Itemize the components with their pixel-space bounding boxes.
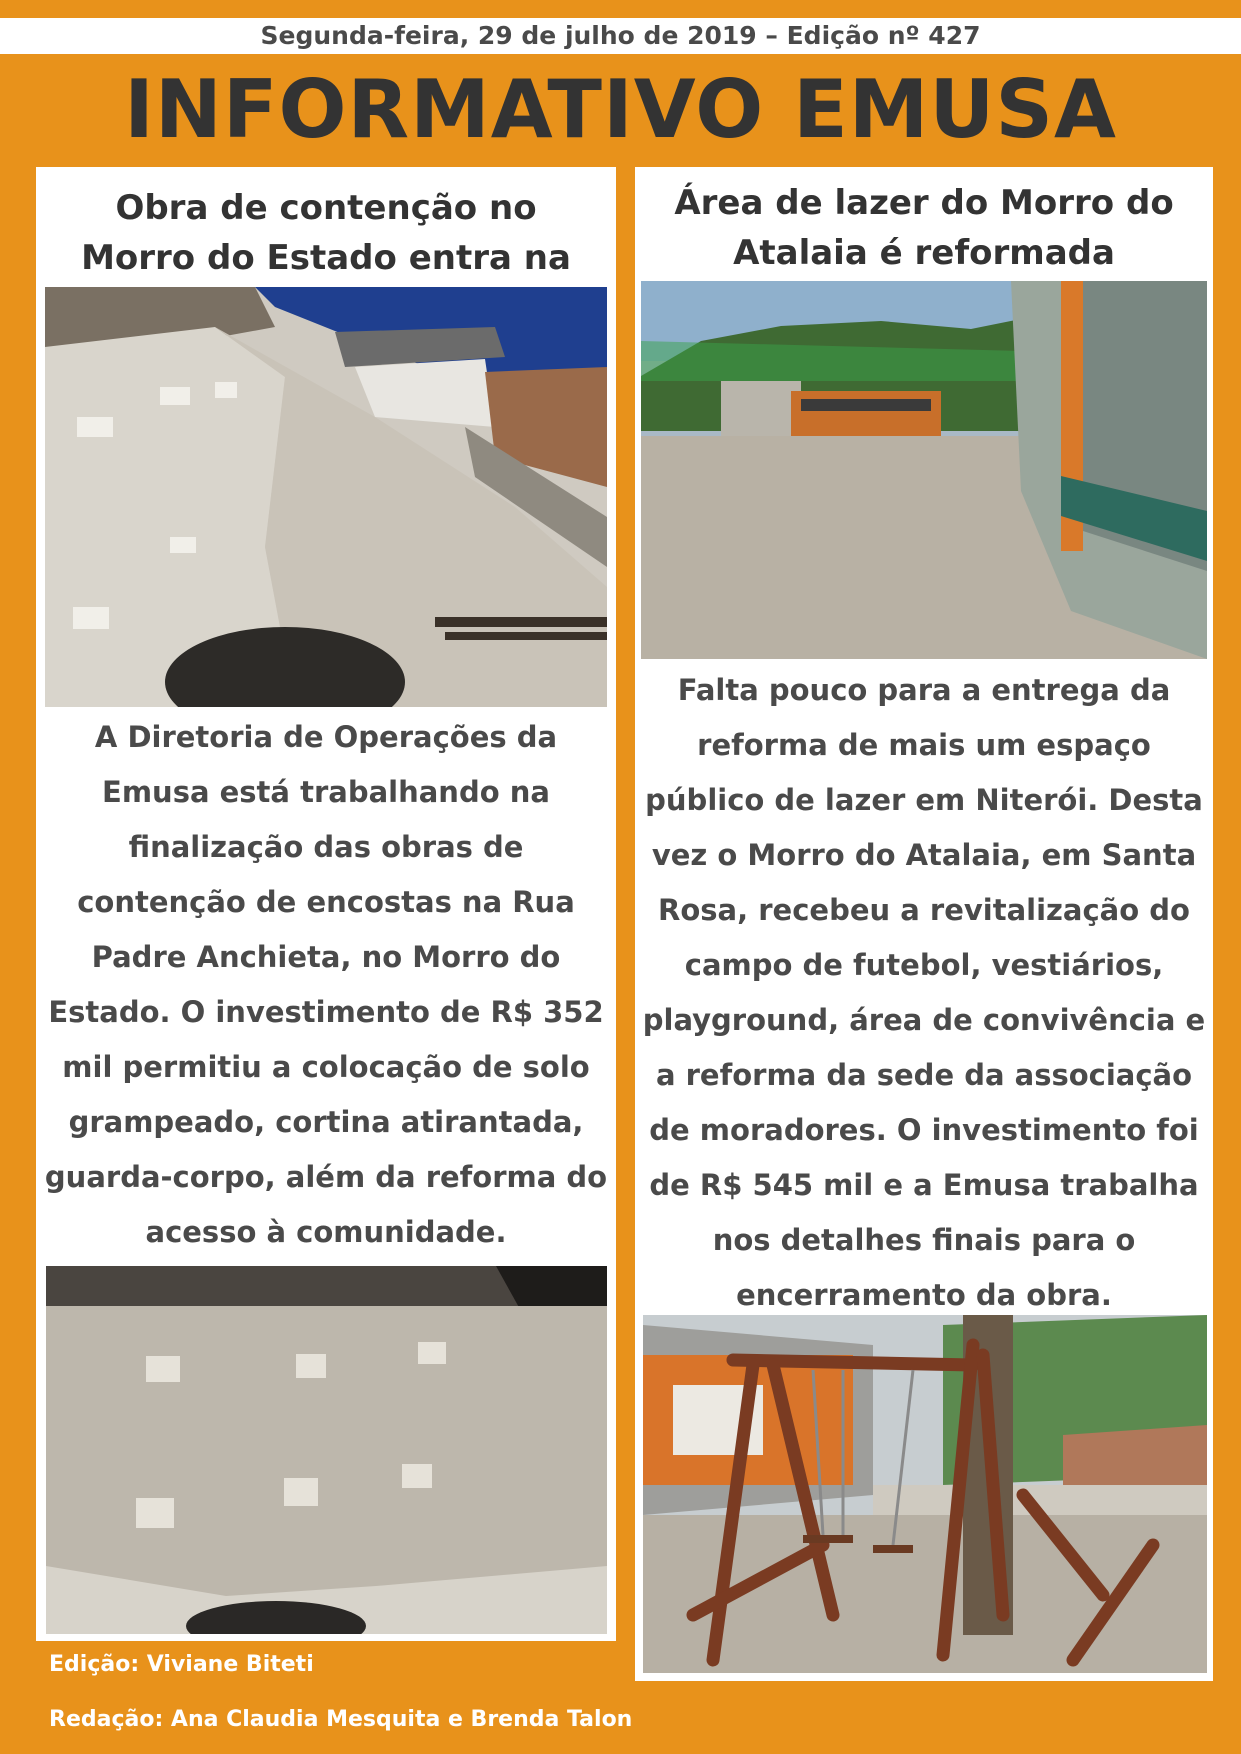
playground-photo	[643, 1315, 1207, 1673]
article-right-body: Falta pouco para a entrega da reforma de mais um espaço público de lazer em Niterói. Desta vez o Morro do Atalaia, em Santa Rosa, recebeu a revitalização do campo de futebol, vestiários, playground, área de convivência e a reforma da sede da associação de moradores. O investimento foi de R$ 545 mil e a Emusa trabalha nos detalhes finais para o encerramento da obra.	[642, 673, 1206, 1312]
retaining-wall-photo	[45, 287, 607, 707]
dateline: Segunda-feira, 29 de julho de 2019 – Edição nº 427	[0, 18, 1241, 54]
article-left-body: A Diretoria de Operações da Emusa está trabalhando na finalização das obras de contenção de encostas na Rua Padre Anchieta, no Morro do Estado. O investimento de R$ 352 mil permitiu a colocação de solo grampeado, cortina atirantada, guarda-corpo, além da reforma do acesso à comunidade.	[44, 720, 608, 1249]
anchored-wall-photo	[46, 1266, 607, 1634]
writing-credit: Redação: Ana Claudia Mesquita e Brenda Talon	[49, 1707, 633, 1732]
edition-credit: Edição: Viviane Biteti	[49, 1652, 314, 1677]
masthead-title: INFORMATIVO EMUSA	[124, 63, 1117, 156]
article-left	[36, 167, 616, 1641]
article-right	[635, 167, 1213, 1681]
article-right-title: Área de lazer do Morro do Atalaia é reformada	[674, 183, 1174, 273]
article-left-title: Obra de contenção no Morro do Estado entra na	[81, 188, 571, 278]
football-field-photo	[641, 281, 1207, 659]
